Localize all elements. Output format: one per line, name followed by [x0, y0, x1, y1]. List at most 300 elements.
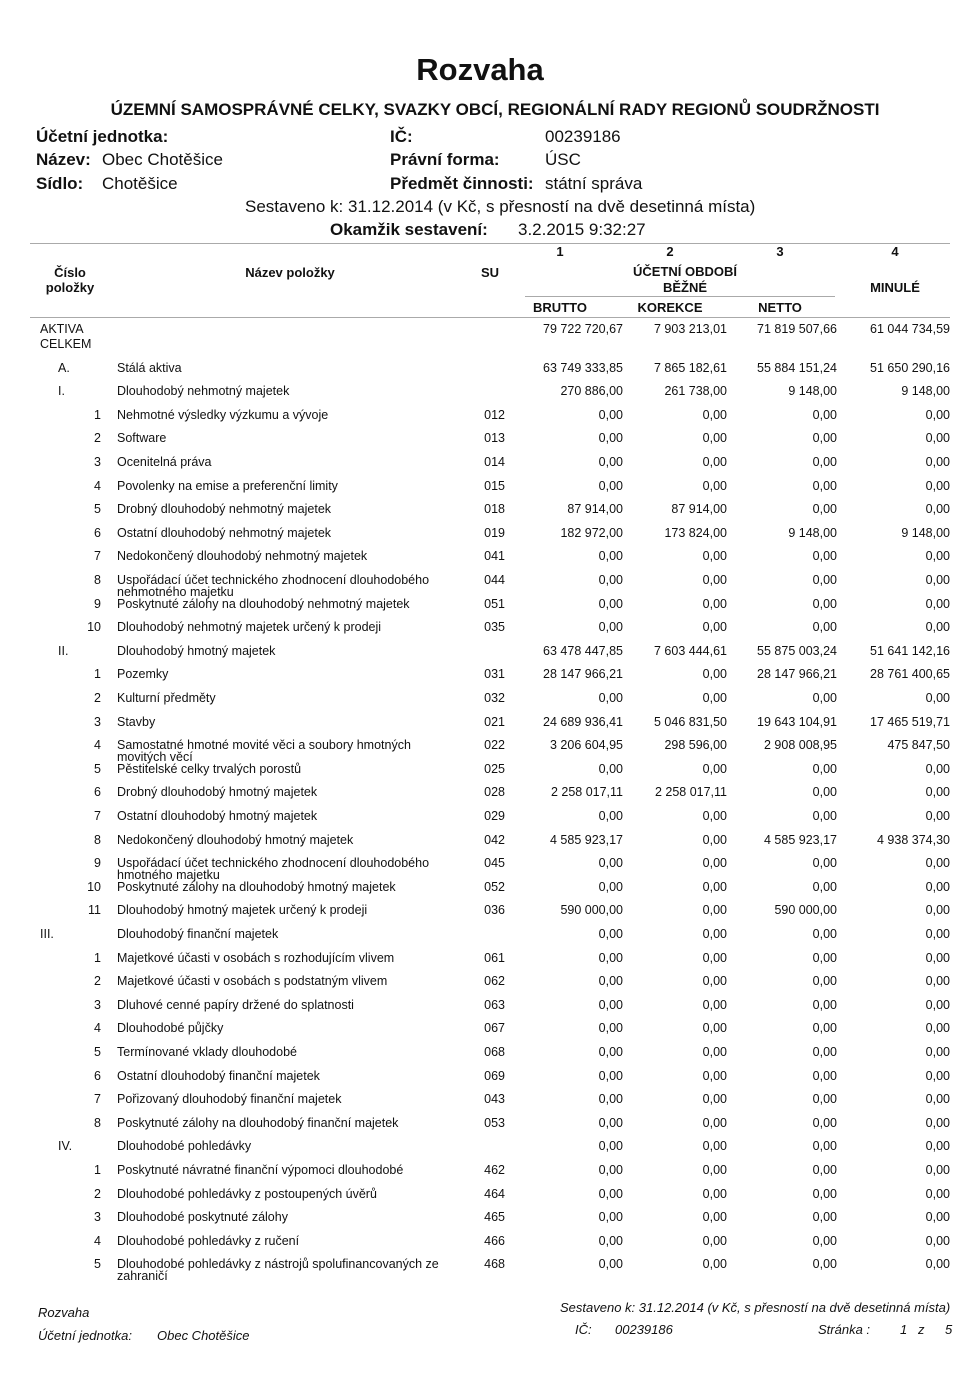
row-number: I.	[58, 384, 65, 399]
row-number: 9	[94, 856, 101, 871]
row-name: Nedokončený dlouhodobý nehmotný majetek	[117, 549, 368, 564]
row-number: 5	[94, 1045, 101, 1059]
footer-page-value: 1	[900, 1322, 908, 1337]
row-korekce: 5 046 831,50	[654, 714, 727, 729]
row-number: 1	[94, 667, 101, 682]
row-name: Poskytnuté zálohy na dlouhodobý nehmotný majetek	[117, 596, 410, 611]
row-korekce: 0,00	[702, 950, 727, 965]
table-row	[0, 762, 960, 786]
row-minule: 0,00	[925, 927, 950, 941]
table-row	[0, 998, 960, 1022]
row-name: Nehmotné výsledky výzkumu a vývoje	[117, 407, 329, 422]
table-row	[0, 1092, 960, 1116]
row-korekce: 0,00	[702, 1210, 727, 1225]
table-row	[0, 1021, 960, 1045]
row-name: Majetkové účasti v osobách s rozhodujícím vlivem	[117, 950, 395, 965]
row-brutto: 0,00	[598, 974, 623, 989]
header-cislo: Číslo	[54, 265, 86, 280]
row-netto: 0,00	[812, 950, 837, 965]
row-netto: 0,00	[812, 478, 837, 493]
row-minule: 9 148,00	[901, 384, 950, 399]
row-brutto: 0,00	[598, 1257, 623, 1272]
header-bezne: BĚŽNÉ	[662, 280, 708, 295]
row-number: 3	[94, 714, 101, 729]
row-name: Poskytnuté návratné finanční výpomoci dlouhodobé	[117, 1163, 404, 1177]
row-name: Dlouhodobé půjčky	[117, 1021, 224, 1036]
header-ucetni-obdobi: ÚČETNÍ OBDOBÍ	[633, 264, 737, 279]
row-brutto: 0,00	[598, 1045, 623, 1059]
table-row	[0, 1257, 960, 1284]
row-name: Stavby	[117, 714, 156, 729]
row-minule: 0,00	[925, 1092, 950, 1107]
row-su: 068	[484, 1045, 505, 1059]
footer-page-sep: z	[918, 1322, 925, 1337]
row-su: 052	[484, 879, 505, 894]
row-korekce: 0,00	[702, 856, 727, 871]
row-number: 2	[94, 691, 101, 705]
row-name: Uspořádací účet technického zhodnocení dlouhodobého	[117, 856, 430, 871]
row-name-continuation: movitých věcí	[117, 750, 193, 765]
row-name: Uspořádací účet technického zhodnocení dlouhodobého	[117, 573, 430, 587]
row-korekce: 0,00	[702, 667, 727, 682]
row-name: Drobný dlouhodobý nehmotný majetek	[117, 502, 332, 517]
row-name: Poskytnuté zálohy na dlouhodobý hmotný majetek	[117, 879, 396, 894]
row-minule: 0,00	[925, 620, 950, 635]
row-netto: 0,00	[812, 455, 837, 469]
row-korekce: 0,00	[702, 573, 727, 587]
page-subtitle: ÚZEMNÍ SAMOSPRÁVNÉ CELKY, SVAZKY OBCÍ, REGIONÁLNÍ RADY REGIONŮ SOUDRŽNOSTI	[110, 100, 880, 119]
row-name: Samostatné hmotné movité věci a soubory hmotných	[117, 738, 411, 753]
row-number: 1	[94, 950, 101, 965]
row-netto: 19 643 104,91	[757, 714, 837, 729]
row-minule: 0,00	[925, 691, 950, 705]
row-number: 8	[94, 573, 101, 587]
row-su: 041	[484, 549, 505, 564]
table-row	[0, 667, 960, 691]
row-name: Dlouhodobé poskytnuté zálohy	[117, 1210, 288, 1225]
row-minule: 0,00	[925, 431, 950, 446]
row-korekce: 0,00	[702, 620, 727, 635]
row-su: 014	[484, 455, 505, 469]
row-netto: 28 147 966,21	[757, 667, 837, 682]
row-netto: 0,00	[812, 856, 837, 871]
row-korekce: 0,00	[702, 879, 727, 894]
row-netto: 0,00	[812, 997, 837, 1012]
table-row	[0, 502, 960, 526]
row-su: 053	[484, 1115, 505, 1130]
row-korekce: 7 603 444,61	[654, 643, 727, 658]
row-su: 042	[484, 832, 505, 847]
row-name: Poskytnuté zálohy na dlouhodobý finanční majetek	[117, 1115, 399, 1130]
row-minule: 0,00	[925, 903, 950, 918]
row-netto: 0,00	[812, 1186, 837, 1201]
table-row	[0, 856, 960, 883]
row-brutto: 2 258 017,11	[550, 785, 623, 800]
row-minule: 0,00	[925, 1186, 950, 1201]
row-number: A.	[58, 360, 70, 375]
row-netto: 0,00	[812, 502, 837, 517]
table-row	[0, 597, 960, 621]
ic-label: IČ:	[390, 127, 413, 146]
table-row	[0, 361, 960, 385]
row-su: 063	[484, 997, 505, 1012]
legal-form-value: ÚSC	[545, 150, 581, 169]
row-name: Dlouhodobý finanční majetek	[117, 927, 279, 941]
table-row	[0, 455, 960, 479]
table-row	[0, 620, 960, 644]
row-number: 10	[87, 620, 101, 635]
row-brutto: 590 000,00	[560, 903, 623, 918]
row-brutto: 0,00	[598, 927, 623, 941]
row-netto: 4 585 923,17	[764, 832, 837, 847]
row-korekce: 0,00	[702, 431, 727, 446]
row-netto: 0,00	[812, 927, 837, 941]
table-row	[0, 738, 960, 765]
row-name: Pěstitelské celky trvalých porostů	[117, 761, 302, 776]
row-netto: 0,00	[812, 1210, 837, 1225]
col-num-4: 4	[891, 244, 899, 259]
footer-ic-label: IČ:	[575, 1322, 592, 1337]
header-minule: MINULÉ	[870, 280, 920, 295]
row-minule: 61 044 734,59	[870, 322, 950, 336]
row-name-continuation: nehmotného majetku	[117, 585, 234, 599]
footer-ic-value: 00239186	[615, 1322, 673, 1337]
row-name: Pozemky	[117, 667, 169, 682]
row-su: 464	[484, 1186, 505, 1201]
seat-label: Sídlo:	[36, 174, 84, 193]
table-row	[0, 1116, 960, 1140]
table-row	[0, 549, 960, 573]
row-netto: 0,00	[812, 407, 837, 422]
moment-value: 3.2.2015 9:32:27	[518, 220, 646, 239]
row-brutto: 0,00	[598, 809, 623, 823]
row-su: 015	[484, 478, 505, 493]
row-netto: 0,00	[812, 691, 837, 705]
row-netto: 0,00	[812, 1068, 837, 1083]
row-netto: 0,00	[812, 974, 837, 989]
header-polozky: položky	[45, 280, 95, 295]
row-minule: 0,00	[925, 455, 950, 469]
row-su: 029	[484, 809, 505, 823]
row-brutto: 4 585 923,17	[550, 832, 623, 847]
row-brutto: 0,00	[598, 1210, 623, 1225]
row-brutto: 0,00	[598, 573, 623, 587]
row-number: 4	[94, 738, 101, 753]
row-brutto: 0,00	[598, 1021, 623, 1036]
footer-unit-value: Obec Chotěšice	[157, 1328, 250, 1343]
row-number: 7	[94, 549, 101, 564]
col-num-3: 3	[776, 244, 784, 259]
row-name: Dlouhodobý nehmotný majetek určený k prodeji	[117, 620, 382, 635]
row-name: Pořizovaný dlouhodobý finanční majetek	[117, 1092, 342, 1107]
row-brutto: 0,00	[598, 879, 623, 894]
unit-label: Účetní jednotka:	[36, 127, 169, 146]
compiled-note: Sestaveno k: 31.12.2014 (v Kč, s přesností na dvě desetinná místa)	[245, 197, 756, 216]
row-su: 025	[484, 761, 505, 776]
row-number: CELKEM	[40, 337, 92, 351]
row-number: 4	[94, 1233, 101, 1248]
row-su: 032	[484, 691, 505, 705]
row-korekce: 0,00	[702, 1045, 727, 1059]
row-korekce: 7 903 213,01	[654, 322, 727, 336]
row-brutto: 0,00	[598, 1092, 623, 1107]
row-number: 6	[94, 525, 101, 540]
row-number: 3	[94, 1210, 101, 1225]
row-number: 11	[88, 903, 101, 918]
row-netto: 55 875 003,24	[757, 643, 837, 658]
row-korekce: 0,00	[702, 1186, 727, 1201]
table-row	[0, 974, 960, 998]
row-name: Dlouhodobý nehmotný majetek	[117, 384, 290, 399]
row-name: Drobný dlouhodobý hmotný majetek	[117, 785, 318, 800]
row-number: 9	[94, 596, 101, 611]
row-korekce: 0,00	[702, 455, 727, 469]
row-brutto: 63 749 333,85	[543, 360, 623, 375]
row-brutto: 0,00	[598, 407, 623, 422]
row-minule: 0,00	[925, 1115, 950, 1130]
row-name-continuation: hmotného majetku	[117, 868, 220, 883]
row-su: 466	[484, 1233, 505, 1248]
row-su: 035	[484, 620, 505, 635]
row-su: 062	[484, 974, 505, 989]
row-su: 045	[484, 856, 505, 871]
row-su: 012	[484, 407, 505, 422]
row-brutto: 0,00	[598, 1163, 623, 1177]
footer-page-label: Stránka :	[818, 1322, 871, 1337]
row-su: 061	[484, 950, 505, 965]
row-number: 4	[94, 478, 101, 493]
row-brutto: 182 972,00	[560, 525, 623, 540]
row-korekce: 87 914,00	[671, 502, 727, 517]
row-minule: 17 465 519,71	[870, 714, 950, 729]
row-netto: 0,00	[812, 1233, 837, 1248]
row-number: 7	[94, 1092, 101, 1107]
row-minule: 0,00	[925, 997, 950, 1012]
header-su: SU	[480, 265, 500, 280]
row-name: Povolenky na emise a preferenční limity	[117, 478, 338, 493]
row-number: IV.	[58, 1139, 73, 1154]
table-row	[0, 691, 960, 715]
row-minule: 51 650 290,16	[870, 360, 950, 375]
row-netto: 0,00	[812, 761, 837, 776]
row-brutto: 0,00	[598, 620, 623, 635]
row-netto: 9 148,00	[788, 384, 837, 399]
row-brutto: 0,00	[598, 431, 623, 446]
table-row	[0, 1210, 960, 1234]
row-netto: 0,00	[812, 1257, 837, 1272]
legal-form-label: Právní forma:	[390, 150, 500, 169]
row-minule: 475 847,50	[887, 738, 950, 753]
row-netto: 2 908 008,95	[764, 738, 837, 753]
row-brutto: 0,00	[598, 761, 623, 776]
row-su: 051	[484, 596, 505, 611]
table-row	[0, 715, 960, 739]
table-row	[0, 431, 960, 455]
row-name: Dlouhodobý hmotný majetek	[117, 643, 276, 658]
row-minule: 0,00	[925, 879, 950, 894]
row-minule: 0,00	[925, 974, 950, 989]
row-su: 468	[484, 1257, 505, 1272]
row-minule: 0,00	[925, 502, 950, 517]
row-minule: 0,00	[925, 478, 950, 493]
table-row	[0, 1187, 960, 1211]
row-minule: 0,00	[925, 1068, 950, 1083]
row-su: 036	[484, 903, 505, 918]
row-korekce: 0,00	[702, 1163, 727, 1177]
row-netto: 0,00	[812, 1115, 837, 1130]
row-korekce: 173 824,00	[664, 525, 727, 540]
table-row	[0, 1234, 960, 1258]
row-number: 2	[94, 974, 101, 989]
row-netto: 0,00	[812, 1163, 837, 1177]
row-number: 5	[94, 1257, 101, 1272]
row-name-continuation: zahraničí	[117, 1269, 168, 1284]
row-number: 8	[94, 1115, 101, 1130]
row-name: Kulturní předměty	[117, 691, 216, 705]
row-korekce: 0,00	[702, 1115, 727, 1130]
table-row	[0, 1139, 960, 1163]
row-korekce: 0,00	[702, 478, 727, 493]
page-title: Rozvaha	[416, 52, 544, 87]
row-netto: 0,00	[812, 809, 837, 823]
row-number: 6	[94, 1068, 101, 1083]
row-name: Dlouhodobé pohledávky	[117, 1139, 252, 1154]
row-minule: 0,00	[925, 856, 950, 871]
table-row	[0, 809, 960, 833]
row-netto: 0,00	[812, 596, 837, 611]
row-brutto: 0,00	[598, 478, 623, 493]
row-number: 5	[94, 761, 101, 776]
row-number: 3	[94, 997, 101, 1012]
row-name: Ostatní dlouhodobý nehmotný majetek	[117, 525, 332, 540]
row-netto: 0,00	[812, 1139, 837, 1154]
row-su: 044	[484, 573, 505, 587]
row-number: 5	[94, 502, 101, 517]
table-row	[0, 1069, 960, 1093]
row-number: 1	[94, 407, 101, 422]
table-row	[0, 785, 960, 809]
row-korekce: 0,00	[702, 1257, 727, 1272]
row-korekce: 0,00	[702, 691, 727, 705]
row-minule: 0,00	[925, 549, 950, 564]
table-row	[0, 644, 960, 668]
row-korekce: 0,00	[702, 997, 727, 1012]
row-brutto: 0,00	[598, 856, 623, 871]
name-label: Název:	[36, 150, 91, 169]
table-row	[0, 408, 960, 432]
row-minule: 0,00	[925, 1139, 950, 1154]
row-netto: 0,00	[812, 785, 837, 800]
row-korekce: 2 258 017,11	[654, 785, 727, 800]
row-netto: 0,00	[812, 573, 837, 587]
row-su: 021	[484, 714, 505, 729]
row-brutto: 0,00	[598, 1115, 623, 1130]
activity-label: Předmět činnosti:	[390, 174, 534, 193]
row-brutto: 0,00	[598, 455, 623, 469]
row-brutto: 79 722 720,67	[543, 322, 623, 336]
row-netto: 0,00	[812, 549, 837, 564]
row-minule: 0,00	[925, 1233, 950, 1248]
header-nazev: Název položky	[245, 265, 335, 280]
row-minule: 0,00	[925, 1210, 950, 1225]
row-korekce: 0,00	[702, 549, 727, 564]
row-su: 013	[484, 431, 505, 446]
row-minule: 4 938 374,30	[877, 832, 950, 847]
row-name: Majetkové účasti v osobách s podstatným vlivem	[117, 974, 388, 989]
row-brutto: 0,00	[598, 1139, 623, 1154]
row-korekce: 0,00	[702, 1233, 727, 1248]
row-name: Dlouhodobé pohledávky z postoupených úvěrů	[117, 1186, 377, 1201]
row-name: Nedokončený dlouhodobý hmotný majetek	[117, 832, 354, 847]
row-su: 031	[484, 667, 505, 682]
row-su: 022	[484, 738, 505, 753]
row-name: Ostatní dlouhodobý finanční majetek	[117, 1068, 320, 1083]
row-korekce: 0,00	[702, 927, 727, 941]
row-netto: 0,00	[812, 431, 837, 446]
row-minule: 9 148,00	[901, 525, 950, 540]
seat-value: Chotěšice	[102, 174, 178, 193]
row-korekce: 0,00	[702, 1068, 727, 1083]
row-number: AKTIVA	[40, 322, 84, 336]
row-name: Dlouhodobé pohledávky z ručení	[117, 1233, 300, 1248]
row-netto: 0,00	[812, 1045, 837, 1059]
row-korekce: 0,00	[702, 1092, 727, 1107]
footer-page-total: 5	[945, 1322, 953, 1337]
row-netto: 0,00	[812, 620, 837, 635]
ic-value: 00239186	[545, 127, 621, 146]
row-brutto: 270 886,00	[560, 384, 623, 399]
table-row	[0, 880, 960, 904]
row-number: 4	[94, 1021, 101, 1036]
row-brutto: 0,00	[598, 691, 623, 705]
row-number: 7	[94, 809, 101, 823]
row-minule: 0,00	[925, 761, 950, 776]
table-row	[0, 337, 960, 361]
row-su: 067	[484, 1021, 505, 1036]
row-brutto: 24 689 936,41	[543, 714, 623, 729]
footer-unit-label: Účetní jednotka:	[38, 1328, 132, 1343]
row-korekce: 298 596,00	[664, 738, 727, 753]
col-num-1: 1	[556, 244, 564, 259]
row-number: 6	[94, 785, 101, 800]
row-minule: 0,00	[925, 596, 950, 611]
row-brutto: 0,00	[598, 1068, 623, 1083]
row-netto: 0,00	[812, 1092, 837, 1107]
table-row	[0, 1045, 960, 1069]
row-number: 8	[94, 832, 101, 847]
row-brutto: 0,00	[598, 549, 623, 564]
row-brutto: 0,00	[598, 596, 623, 611]
row-netto: 0,00	[812, 879, 837, 894]
row-korekce: 0,00	[702, 1021, 727, 1036]
row-netto: 590 000,00	[774, 903, 837, 918]
header-brutto: BRUTTO	[533, 300, 587, 315]
row-netto: 55 884 151,24	[757, 360, 837, 375]
row-minule: 0,00	[925, 1045, 950, 1059]
footer-compiled: Sestaveno k: 31.12.2014 (v Kč, s přesností na dvě desetinná místa)	[560, 1300, 951, 1315]
row-brutto: 63 478 447,85	[543, 643, 623, 658]
row-minule: 0,00	[925, 407, 950, 422]
row-number: 2	[94, 1186, 101, 1201]
row-minule: 0,00	[925, 1163, 950, 1177]
row-korekce: 7 865 182,61	[654, 360, 727, 375]
row-number: 10	[87, 879, 101, 894]
table-row	[0, 384, 960, 408]
row-brutto: 0,00	[598, 1233, 623, 1248]
activity-value: státní správa	[545, 174, 643, 193]
row-name: Dlouhodobé pohledávky z nástrojů spolufinancovaných ze	[117, 1257, 439, 1272]
col-num-2: 2	[666, 244, 674, 259]
